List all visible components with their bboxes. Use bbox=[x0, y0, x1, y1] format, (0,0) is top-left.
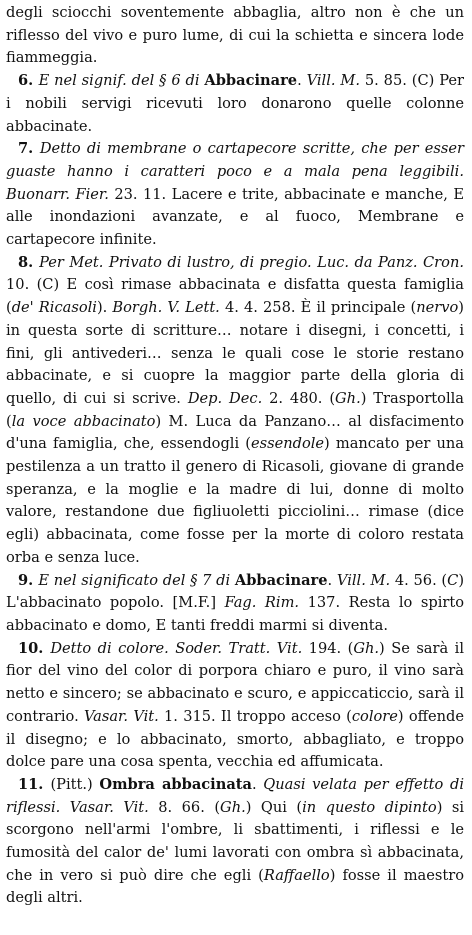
italic-text: de' Ricasoli bbox=[11, 299, 97, 317]
italic-text: Fag. Rim. bbox=[224, 594, 300, 612]
entry-text: . bbox=[327, 571, 337, 589]
entry-text: 4. 4. 258. È il principale ( bbox=[219, 299, 417, 317]
italic-text: C bbox=[447, 571, 459, 589]
italic-text: Borgh. V. Lett. bbox=[112, 299, 220, 317]
entry-text: 4. 56. ( bbox=[390, 571, 448, 589]
entry-text: ) in questa sorte di scritture… notare i disegni, i concetti, i fini, gli antivederi… senza le quali cose le storie restano abbacinate, e si cuopre la maggior parte della gloria di quello, di cui si scrive. bbox=[6, 299, 464, 407]
dictionary-entry bbox=[6, 138, 464, 252]
italic-text: E nel signif. del § 6 di bbox=[38, 72, 205, 90]
dictionary-entry bbox=[6, 570, 464, 638]
entry-text: 137. Resta lo spirto abbacinato e domo, E tanti freddi marmi si diventa. bbox=[6, 594, 464, 634]
entry-text: ) fosse il maestro degli altri. bbox=[6, 866, 464, 907]
entry-number: 7. bbox=[18, 140, 40, 158]
entry-text: 1. 315. Il troppo acceso ( bbox=[158, 707, 352, 725]
entry-lemma: Ombra abbacinata bbox=[99, 775, 252, 793]
italic-text: in questo dipinto bbox=[302, 798, 437, 816]
entry-text: ) Se sarà il fior del vino del color di porpora chiaro e puro, il vino sarà netto e sincero; se abbacinato e scuro, e appiccaticcio, sarà il contrario. bbox=[6, 639, 464, 725]
italic-text: Detto di colore. Soder. Tratt. Vit. bbox=[50, 639, 303, 657]
entry-text: ). bbox=[96, 299, 113, 317]
italic-text: Raffaello bbox=[263, 866, 330, 884]
italic-text: Quasi velata per effetto di riflessi. Vasar. Vit. bbox=[6, 775, 464, 816]
entry-text: ) Qui ( bbox=[245, 798, 303, 816]
entry-number: 8. bbox=[18, 253, 40, 271]
italic-text: la voce abbacinato bbox=[11, 412, 156, 430]
entry-text: 10. (C) E così rimase abbacinata e disfatta questa famiglia ( bbox=[6, 276, 464, 317]
italic-text: Gh. bbox=[220, 798, 246, 816]
dictionary-entry bbox=[6, 2, 464, 70]
entry-text: . bbox=[297, 72, 307, 90]
dictionary-entry bbox=[6, 252, 464, 570]
entry-text: ) mancato per una pestilenza a un tratto il genero di Ricasoli, giovane di grande speranza, e la moglie e la madre di lui, donne di molto valore, restandone due figliuoletti picciolini… rimase (dice egli) abbacinata, come fosse per la morte di coloro restata orba e senza luce. bbox=[6, 435, 465, 566]
italic-text: Vill. M. bbox=[306, 72, 360, 90]
entry-text: ) si scorgono nell'armi l'ombre, li sbattimenti, i riflessi e le fumosità del calor de' lumi lavorati con ombra sì abbacinata, che in vero si può dire che egli ( bbox=[6, 798, 465, 884]
entry-lemma: Abbacinare bbox=[204, 72, 298, 90]
entry-text: ) L'abbacinato popolo. [M.F.] bbox=[6, 571, 465, 612]
entry-text: 23. 11. Lacere e trite, abbacinate e manche, E alle inondazioni avanzate, e al fuoco, Membrane e cartapecore infinite. bbox=[6, 185, 465, 249]
italic-text: Dep. Dec. bbox=[187, 389, 263, 407]
dictionary-entry bbox=[6, 638, 464, 774]
entry-text: 8. 66. ( bbox=[148, 798, 221, 816]
italic-text: Per Met. Privato di lustro, di pregio. Luc. da Panz. Cron. bbox=[39, 253, 464, 271]
dictionary-entry bbox=[6, 774, 464, 910]
entry-number: 9. bbox=[18, 571, 39, 589]
italic-text: E nel significato del § 7 di bbox=[38, 571, 235, 589]
dictionary-entry bbox=[6, 70, 464, 138]
entry-text: 5. 85. (C) Per i nobili servigi ricevuti loro donarono quelle colonne abbacinate. bbox=[6, 72, 464, 135]
entry-number: 6. bbox=[18, 72, 39, 90]
italic-text: Vill. M. bbox=[336, 571, 391, 589]
entry-text: ) Trasportolla ( bbox=[6, 389, 464, 430]
italic-text: Gh. bbox=[353, 639, 380, 657]
italic-text: colore bbox=[351, 707, 398, 725]
entry-number: 10. bbox=[18, 639, 51, 657]
entry-text: ) offende il disegno; e lo abbacinato, smorto, abbagliato, e troppo dolce pare una cosa spenta, vecchia ed affumicata. bbox=[6, 707, 464, 771]
entry-text: (Pitt.) bbox=[50, 775, 100, 793]
italic-text: essendole bbox=[250, 435, 325, 453]
entry-text: ) M. Luca da Panzano… al disfacimento d'una famiglia, che, essendogli ( bbox=[6, 412, 464, 453]
entry-text: 2. 480. ( bbox=[262, 389, 336, 407]
italic-text: Detto di membrane o cartapecore scritte, che per esser guaste hanno i caratteri poco e a mala pena leggibili. Buonarr. Fier. bbox=[6, 140, 464, 203]
italic-text: nervo bbox=[416, 299, 459, 317]
entry-text: 194. ( bbox=[302, 639, 354, 657]
entry-text: . bbox=[251, 775, 264, 793]
italic-text: Vasar. Vit. bbox=[83, 707, 159, 725]
entry-text: degli sciocchi soventemente abbaglia, altro non è che un riflesso del vivo e puro lume, di cui la schietta e sincera lode fiammeggia. bbox=[6, 4, 464, 67]
entry-number: 11. bbox=[18, 775, 51, 793]
italic-text: Gh. bbox=[335, 389, 361, 407]
entry-lemma: Abbacinare bbox=[234, 571, 328, 589]
